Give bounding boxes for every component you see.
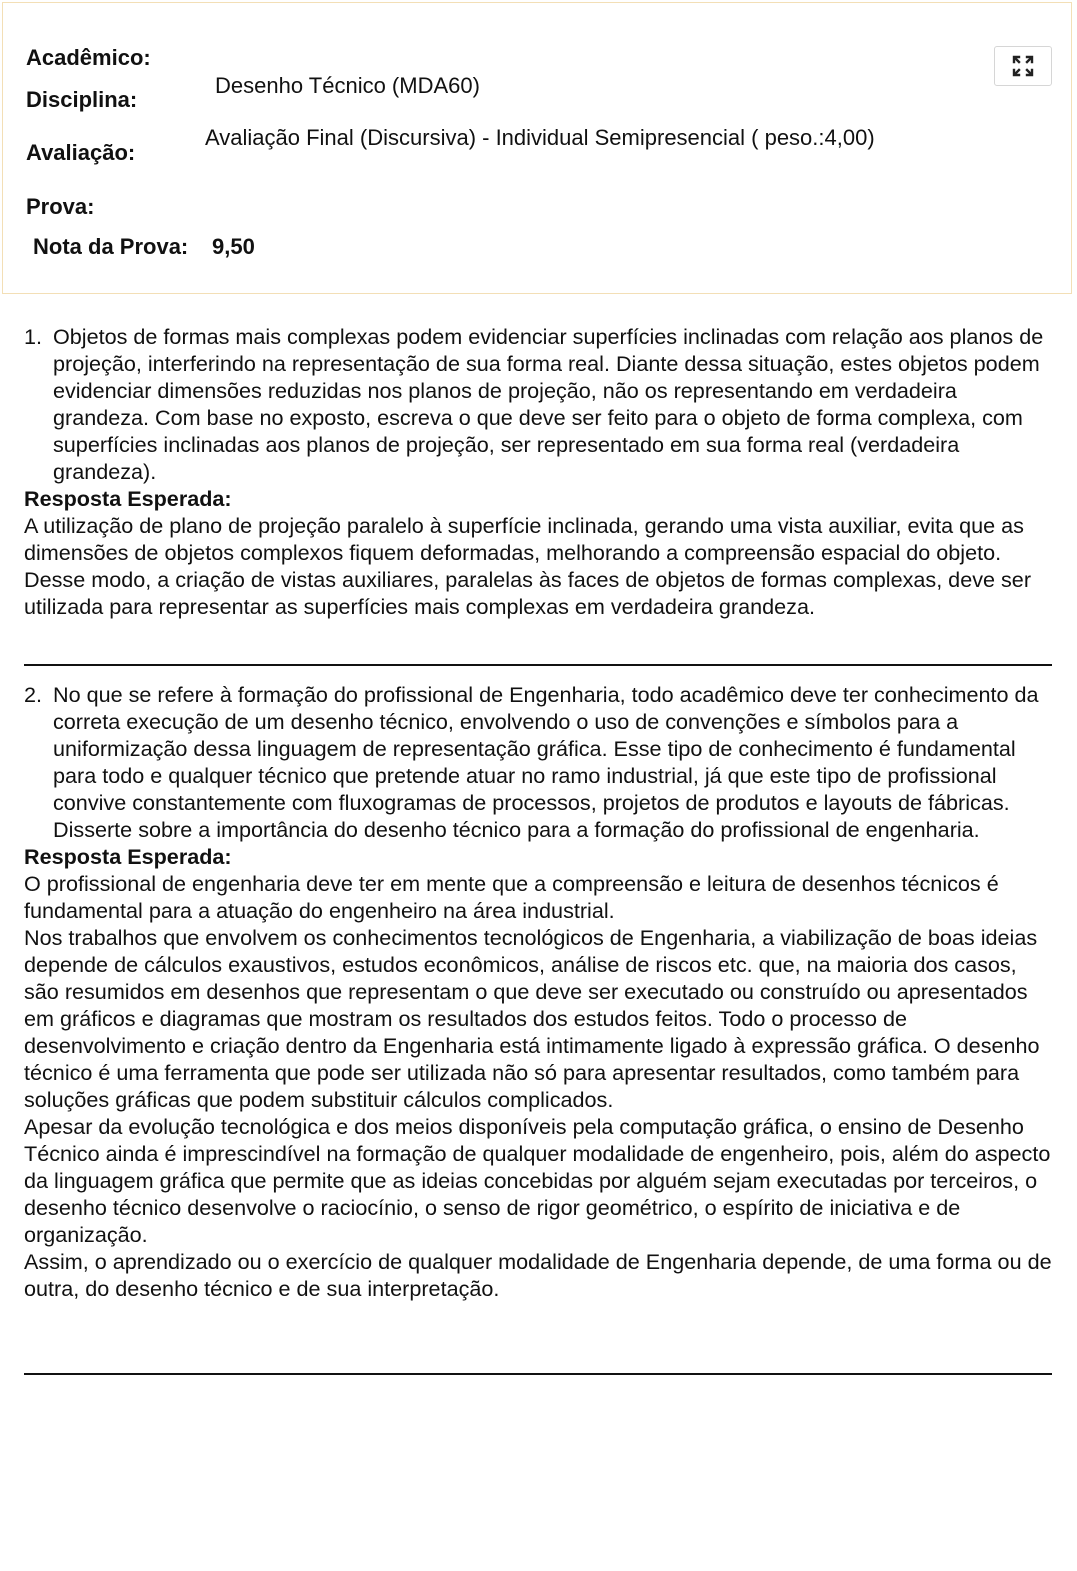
prova-label: Prova: bbox=[26, 194, 95, 219]
question-text: No que se refere à formação do profissional de Engenharia, todo acadêmico deve ter conhecimento da correta execução de um desenho técnico, envolvendo o uso de convenções e símbolos para a uniformização dessa linguagem de representação gráfica. Esse tipo de conhecimento é fundamental para todo e qualquer técnico que pretende atuar no ramo industrial, já que este tipo de profissional convive constantemente com fluxogramas de processos, projetos de produtos e layouts de fábricas. Disserte sobre a importância do desenho técnico para a formação do profissional de engenharia. bbox=[53, 682, 1039, 842]
divider bbox=[24, 664, 1052, 666]
disciplina-value: Desenho Técnico (MDA60) bbox=[215, 73, 480, 98]
question-2 bbox=[24, 681, 1054, 1302]
question-1 bbox=[24, 323, 1054, 620]
expand-button[interactable] bbox=[994, 46, 1052, 86]
nota-label: Nota da Prova: bbox=[33, 234, 189, 259]
response-paragraph: Apesar da evolução tecnológica e dos meios disponíveis pela computação gráfica, o ensino de Desenho Técnico ainda é imprescindível na formação de qualquer modalidade de engenheiro, pois, além do aspecto da linguagem gráfica que permite que as ideias concebidas por alguém sejam executadas por terceiros, o desenho técnico desenvolve o raciocínio, o senso de rigor geométrico, o espírito de iniciativa e de organização. bbox=[24, 1114, 1051, 1247]
avaliacao-value: Avaliação Final (Discursiva) - Individual Semipresencial ( peso.:4,00) bbox=[205, 125, 875, 150]
response-label: Resposta Esperada: bbox=[24, 486, 232, 511]
question-number: 1. bbox=[24, 324, 43, 349]
divider bbox=[24, 1373, 1052, 1375]
response-label: Resposta Esperada: bbox=[24, 844, 232, 869]
response-paragraph: O profissional de engenharia deve ter em mente que a compreensão e leitura de desenhos técnicos é fundamental para a atuação do engenheiro na área industrial. bbox=[24, 871, 999, 923]
expand-icon bbox=[1012, 55, 1034, 77]
exam-header bbox=[2, 2, 1072, 294]
response-paragraph: Assim, o aprendizado ou o exercício de qualquer modalidade de Engenharia depende, de uma forma ou de outra, do desenho técnico e de sua interpretação. bbox=[24, 1249, 1052, 1301]
academico-label: Acadêmico: bbox=[26, 45, 151, 70]
disciplina-label: Disciplina: bbox=[26, 87, 138, 112]
question-number: 2. bbox=[24, 682, 43, 707]
response-paragraph: Nos trabalhos que envolvem os conhecimentos tecnológicos de Engenharia, a viabilização de boas ideias depende de cálculos exaustivos, estudos econômicos, análise de riscos etc. que, na maioria dos casos, são resumidos em desenhos que representam o que deve ser executado ou construído ou apresentados em gráficos e diagramas que mostram os resultados dos estudos feitos. Todo o processo de desenvolvimento e criação dentro da Engenharia está intimamente ligado à expressão gráfica. O desenho técnico é uma ferramenta que pode ser utilizada não só para apresentar resultados, como também para soluções gráficas que podem substituir cálculos complicados. bbox=[24, 925, 1040, 1112]
avaliacao-label: Avaliação: bbox=[26, 140, 136, 165]
question-text: Objetos de formas mais complexas podem evidenciar superfícies inclinadas com relação aos planos de projeção, interferindo na representação de sua forma real. Diante dessa situação, estes objetos podem evidenciar dimensões reduzidas nos planos de projeção, não os representando em verdadeira grandeza. Com base no exposto, escreva o que deve ser feito para o objeto de forma complexa, com superfícies inclinadas aos planos de projeção, ser representado em sua forma real (verdadeira grandeza). bbox=[53, 324, 1044, 484]
nota-value: 9,50 bbox=[212, 234, 255, 259]
response-paragraph: A utilização de plano de projeção paralelo à superfície inclinada, gerando uma vista auxiliar, evita que as dimensões de objetos complexos fiquem deformadas, melhorando a compreensão espacial do objeto. Desse modo, a criação de vistas auxiliares, paralelas às faces de objetos de formas complexas, deve ser utilizada para representar as superfícies mais complexas em verdadeira grandeza. bbox=[24, 513, 1032, 619]
